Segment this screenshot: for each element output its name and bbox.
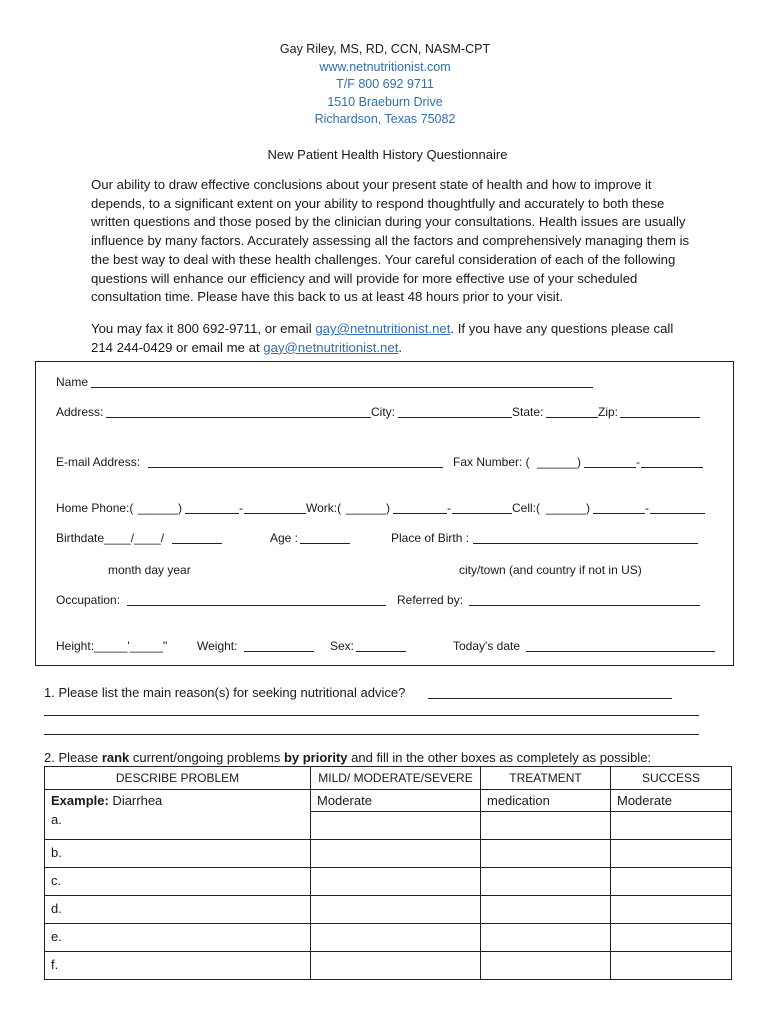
city-label: City: [371,405,395,419]
col-treatment: TREATMENT [481,767,611,790]
table-row[interactable] [45,812,732,840]
fax-note-part3: . [398,339,403,355]
height-field[interactable]: Height:_____'_____" [56,639,168,653]
fax-dash: - [636,455,640,469]
question-1: 1. Please list the main reason(s) for seeking nutritional advice? [44,685,406,700]
occupation-field[interactable] [127,605,386,606]
row-f-success[interactable] [611,952,732,980]
street-address: 1510 Braeburn Drive [327,95,443,109]
fax-note-part1: You may fax it 800 692-9711, or email [91,321,316,336]
row-c-success[interactable] [611,868,732,896]
col-severity: MILD/ MODERATE/SEVERE [311,767,481,790]
state-label: State: [512,405,544,419]
home-phone-line[interactable] [244,513,306,514]
example-severity: Moderate [311,790,481,812]
place-of-birth-field[interactable] [473,543,698,544]
referred-by-label: Referred by: [397,593,464,607]
row-a-label[interactable]: a. [45,812,311,840]
example-row [45,790,732,812]
table-row[interactable] [45,840,732,868]
row-d-label[interactable]: d. [45,896,311,924]
email-field[interactable] [148,467,443,468]
cell-phone-area-code[interactable]: ______) [546,501,591,515]
row-b-treatment[interactable] [481,840,611,868]
row-f-label[interactable]: f. [45,952,311,980]
problems-table [44,766,732,980]
question-1-answer-line-2[interactable] [44,715,699,716]
question-1-answer-line-1[interactable] [428,698,672,699]
work-phone-dash: - [447,501,451,515]
fax-prefix-field[interactable] [584,467,636,468]
row-f-severity[interactable] [311,952,481,980]
birthdate-hint: month day year [108,563,191,577]
place-of-birth-label: Place of Birth : [391,531,470,545]
state-field[interactable] [546,417,598,418]
table-row[interactable] [45,896,732,924]
fax-label: Fax Number: ( [453,455,530,469]
age-field[interactable] [300,543,350,544]
question-2-suffix: and fill in the other boxes as completely as possible: [347,750,652,765]
cell-phone-label: Cell:( [512,501,541,515]
birthdate-field[interactable] [172,543,222,544]
home-phone-area-code[interactable]: ______) [138,501,183,515]
email-label: E-mail Address: [56,455,141,469]
row-b-label[interactable]: b. [45,840,311,868]
example-label: Example: [51,793,109,808]
example-treatment: medication [481,790,611,812]
practitioner-name: Gay Riley, MS, RD, CCN, NASM-CPT [279,42,491,56]
referred-by-field[interactable] [469,605,700,606]
occupation-label: Occupation: [56,593,121,607]
row-e-label[interactable]: e. [45,924,311,952]
work-phone-line[interactable] [452,513,512,514]
work-phone-prefix[interactable] [393,513,447,514]
fax-line-field[interactable] [641,467,703,468]
table-row[interactable] [45,924,732,952]
name-field[interactable] [91,387,593,388]
email-link-2[interactable]: gay@netnutritionist.net [263,339,399,355]
phone-number: T/F 800 692 9711 [336,77,434,91]
row-a-success[interactable] [611,812,732,840]
fax-note [91,320,691,357]
col-describe-problem: DESCRIBE PROBLEM [45,767,311,790]
cell-phone-prefix[interactable] [593,513,645,514]
sex-label: Sex: [330,639,355,653]
example-problem-cell [45,790,311,812]
row-c-severity[interactable] [311,868,481,896]
question-2-bold-rank: rank [101,750,130,765]
cell-phone-line[interactable] [650,513,705,514]
row-a-treatment[interactable] [481,812,611,840]
col-success: SUCCESS [611,767,732,790]
example-success: Moderate [611,790,732,812]
row-b-severity[interactable] [311,840,481,868]
table-header-row [45,767,732,790]
cell-phone-dash: - [645,501,649,515]
table-row[interactable] [45,952,732,980]
example-problem: Diarrhea [108,793,163,808]
place-of-birth-hint: city/town (and country if not in US) [459,563,642,577]
intro-paragraph: Our ability to draw effective conclusions about your present state of health and how to improve it depends, to a significant extent on your ability to respond thoughtfully and accurately to both these written questions and those posed by the clinician during your consultations. Health issues are usually influence by many factors. Accurately assessing all the factors and comprehensively managing them is the best way to deal with these health challenges. Your careful consideration of each of the following questions will enhance our efficiency and will provide for more effective use of your scheduled consultation time. Please have this back to us at least 48 hours prior to your visit. [91,177,690,305]
row-b-success[interactable] [611,840,732,868]
zip-label: Zip: [598,405,619,419]
work-phone-label: Work:( [306,501,342,515]
row-d-treatment[interactable] [481,896,611,924]
question-2-mid: current/ongoing problems [129,750,284,765]
address-label: Address: [56,405,104,419]
address-field[interactable] [106,417,371,418]
work-phone-area-code[interactable]: ______) [346,501,391,515]
birthdate-label: Birthdate____/____/ [56,531,165,545]
fax-note-part2: . If you have any questions please call 214 244-0429 or email me at [91,321,674,355]
row-d-success[interactable] [611,896,732,924]
age-label: Age : [270,531,299,545]
city-field[interactable] [398,417,512,418]
todays-date-field[interactable] [526,651,715,652]
city-address: Richardson, Texas 75082 [314,112,456,126]
home-phone-dash: - [239,501,243,515]
website-link[interactable]: www.netnutritionist.com [319,60,451,74]
home-phone-label: Home Phone:( [56,501,134,515]
row-f-treatment[interactable] [481,952,611,980]
sex-field[interactable] [356,651,406,652]
zip-field[interactable] [620,417,700,418]
row-d-severity[interactable] [311,896,481,924]
todays-date-label: Today's date [453,639,521,653]
row-a-severity[interactable] [311,812,481,840]
question-2 [44,750,651,765]
question-2-bold-priority: by priority [283,750,348,765]
row-c-treatment[interactable] [481,868,611,896]
name-label: Name [56,375,89,389]
weight-label: Weight: [197,639,238,653]
email-link-1[interactable]: gay@netnutritionist.net [315,321,451,336]
weight-field[interactable] [244,651,314,652]
table-row[interactable] [45,868,732,896]
document-title: New Patient Health History Questionnaire [267,147,508,162]
row-e-severity[interactable] [311,924,481,952]
fax-area-code[interactable]: ______) [537,455,582,469]
question-2-prefix: 2. Please [44,750,102,765]
row-e-success[interactable] [611,924,732,952]
question-1-answer-line-3[interactable] [44,734,699,735]
home-phone-prefix[interactable] [185,513,239,514]
row-c-label[interactable]: c. [45,868,311,896]
row-e-treatment[interactable] [481,924,611,952]
